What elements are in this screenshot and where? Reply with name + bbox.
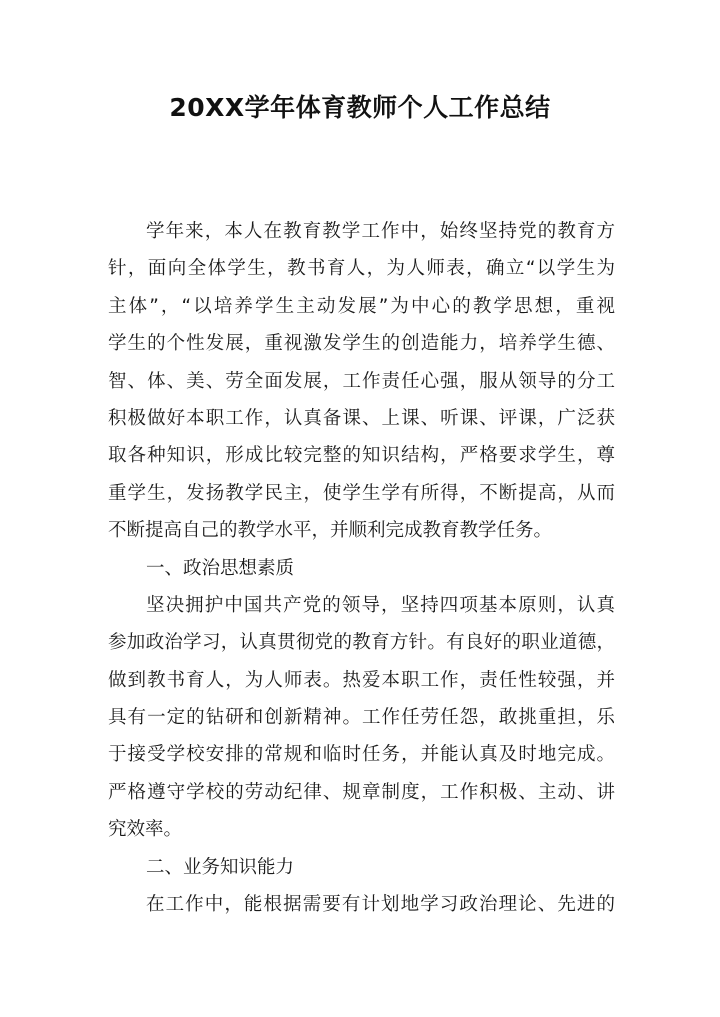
intro-line: 学生的个性发展，重视激发学生的创造能力，培养学生德、: [108, 333, 615, 355]
section1-line: 具有一定的钻研和创新精神。工作任劳任怨，敢挑重担，乐: [108, 707, 615, 729]
section1-line: 坚决拥护中国共产党的领导，坚持四项基本原则，认真: [146, 594, 615, 616]
section1-line: 参加政治学习，认真贯彻党的教育方针。有良好的职业道德，: [108, 632, 615, 654]
section1-line: 究效率。: [108, 819, 183, 841]
intro-line: 智、体、美、劳全面发展，工作责任心强，服从领导的分工: [108, 370, 615, 392]
intro-line: 积极做好本职工作，认真备课、上课、听课、评课，广泛获: [108, 407, 615, 429]
intro-line: 不断提高自己的教学水平，并顺利完成教育教学任务。: [108, 520, 553, 542]
intro-line: 针，面向全体学生，教书育人，为人师表，确立“以学生为: [108, 258, 615, 280]
section-heading-political: 一、政治思想素质: [146, 557, 295, 579]
section2-line: 在工作中，能根据需要有计划地学习政治理论、先进的: [146, 894, 615, 916]
section1-line: 严格遵守学校的劳动纪律、规章制度，工作积极、主动、讲: [108, 781, 615, 803]
document-body: [108, 213, 615, 923]
document-title: 20XX学年体育教师个人工作总结: [169, 93, 551, 122]
section-heading-professional: 二、业务知识能力: [146, 856, 295, 878]
section1-line: 于接受学校安排的常规和临时任务，并能认真及时地完成。: [108, 744, 615, 766]
intro-line: 重学生，发扬教学民主，使学生学有所得，不断提高，从而: [108, 482, 615, 504]
intro-line: 主体”，“以培养学生主动发展”为中心的教学思想，重视: [108, 295, 615, 317]
section1-line: 做到教书育人，为人师表。热爱本职工作，责任性较强，并: [108, 669, 615, 691]
intro-line: 取各种知识，形成比较完整的知识结构，严格要求学生，尊: [108, 445, 615, 467]
intro-line: 学年来，本人在教育教学工作中，始终坚持党的教育方: [146, 221, 615, 242]
